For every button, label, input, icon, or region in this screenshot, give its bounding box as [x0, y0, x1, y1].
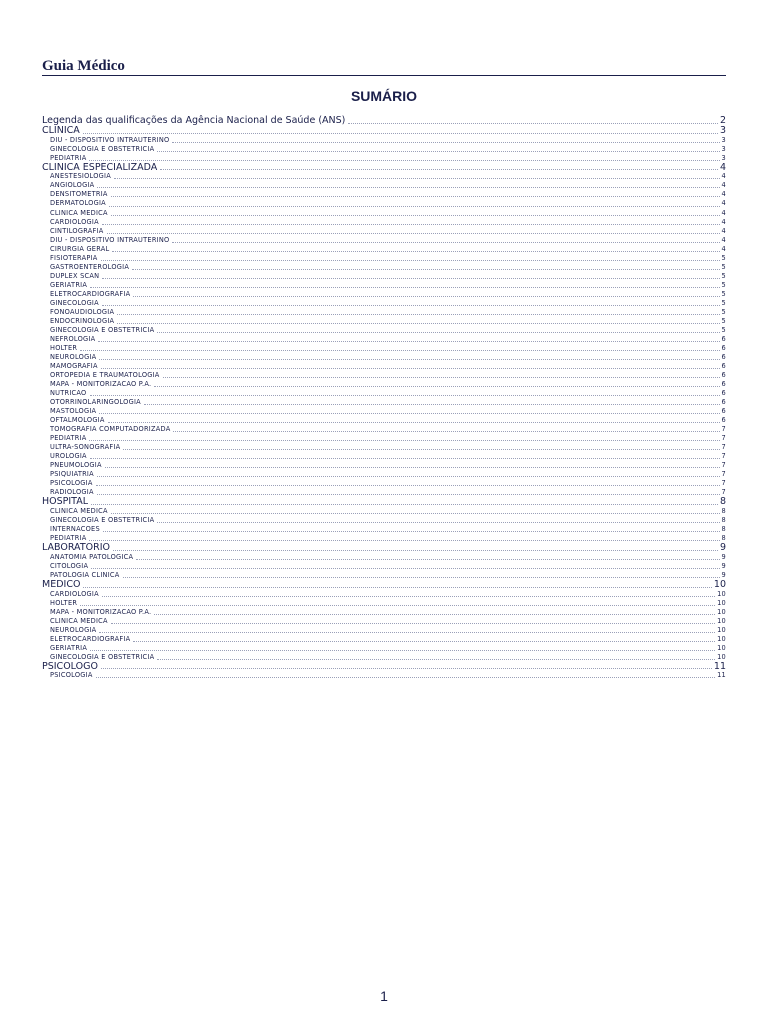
- toc-entry-label: NEUROLOGIA: [50, 352, 97, 361]
- toc-subsection-entry[interactable]: [42, 145, 726, 154]
- toc-subsection-entry[interactable]: [42, 199, 726, 208]
- toc-entry-page: 8: [721, 506, 726, 515]
- toc-entry-page: 8: [721, 533, 726, 542]
- dot-leader: [89, 159, 719, 161]
- toc-entry-label: PEDIATRIA: [50, 153, 87, 162]
- dot-leader: [172, 141, 719, 143]
- toc-entry-page: 10: [717, 643, 726, 652]
- toc-subsection-entry[interactable]: [42, 590, 726, 599]
- dot-leader: [83, 132, 718, 134]
- toc-entry-label: CINTILOGRAFIA: [50, 226, 104, 235]
- dot-leader: [111, 512, 720, 514]
- toc-entry-label: PNEUMOLOGIA: [50, 460, 102, 469]
- toc-entry-label: GINECOLOGIA E OBSTETRICIA: [50, 652, 155, 661]
- toc-subsection-entry[interactable]: [42, 534, 726, 543]
- dot-leader: [102, 595, 715, 597]
- toc-entry-label: DENSITOMETRIA: [50, 190, 108, 199]
- toc-section-entry[interactable]: [42, 543, 726, 553]
- toc-subsection-entry[interactable]: [42, 181, 726, 190]
- toc-subsection-entry[interactable]: [42, 571, 726, 580]
- dot-leader: [172, 241, 719, 243]
- dot-leader: [163, 376, 720, 378]
- dot-leader: [89, 539, 719, 541]
- toc-subsection-entry[interactable]: [42, 263, 726, 272]
- toc-entry-page: 4: [721, 190, 726, 199]
- toc-entry-label: DUPLEX SCAN: [50, 271, 100, 280]
- dot-leader: [114, 177, 720, 179]
- toc-entry-page: 5: [721, 298, 726, 307]
- toc-subsection-entry[interactable]: [42, 362, 726, 371]
- toc-entry-page: 9: [721, 570, 726, 579]
- dot-leader: [133, 640, 715, 642]
- dot-leader: [91, 503, 718, 505]
- toc-entry-label: ANATOMIA PATOLOGICA: [50, 552, 134, 561]
- toc-entry-page: 3: [719, 124, 726, 136]
- toc-entry-label: MAPA - MONITORIZACAO P.A.: [50, 607, 152, 616]
- toc-entry-label: GINECOLOGIA E OBSTETRICIA: [50, 144, 155, 153]
- toc-subsection-entry[interactable]: [42, 227, 726, 236]
- dot-leader: [107, 232, 720, 234]
- toc-entry-page: 10: [713, 578, 726, 590]
- toc-entry-page: 6: [721, 361, 726, 370]
- toc-subsection-entry[interactable]: [42, 272, 726, 281]
- toc-entry-page: 7: [721, 469, 726, 478]
- toc-subsection-entry[interactable]: [42, 209, 726, 218]
- dot-leader: [102, 304, 720, 306]
- dot-leader: [96, 484, 720, 486]
- toc-section-entry[interactable]: [42, 126, 726, 136]
- dot-leader: [112, 250, 719, 252]
- toc-entry-page: 10: [717, 598, 726, 607]
- toc-subsection-entry[interactable]: [42, 398, 726, 407]
- toc-entry-label: NEFROLOGIA: [50, 334, 96, 343]
- dot-leader: [154, 385, 719, 387]
- dot-leader: [97, 475, 720, 477]
- toc-subsection-entry[interactable]: [42, 562, 726, 571]
- toc-subsection-entry[interactable]: [42, 479, 726, 488]
- toc-entry-label: MAMOGRAFIA: [50, 361, 98, 370]
- toc-entry-page: 7: [721, 451, 726, 460]
- toc-entry-label: GERIATRIA: [50, 280, 88, 289]
- dot-leader: [80, 349, 719, 351]
- toc-entry-page: 10: [717, 634, 726, 643]
- header-divider: [42, 75, 726, 76]
- toc-entry-label: TOMOGRAFIA COMPUTADORIZADA: [50, 424, 171, 433]
- dot-leader: [101, 367, 720, 369]
- toc-entry-page: 8: [721, 524, 726, 533]
- toc-subsection-entry[interactable]: [42, 236, 726, 245]
- toc-subsection-entry[interactable]: [42, 470, 726, 479]
- toc-entry-page: 7: [721, 487, 726, 496]
- toc-entry-label: CLINICA MEDICA: [50, 208, 108, 217]
- dot-leader: [99, 358, 719, 360]
- dot-leader: [157, 331, 719, 333]
- toc-entry-label: GINECOLOGIA: [50, 298, 99, 307]
- toc-entry-label: ELETROCARDIOGRAFIA: [50, 634, 131, 643]
- toc-entry-page: 2: [719, 115, 726, 126]
- toc-subsection-entry[interactable]: [42, 635, 726, 644]
- toc-subsection-entry[interactable]: [42, 461, 726, 470]
- dot-leader: [90, 649, 715, 651]
- dot-leader: [117, 322, 719, 324]
- dot-leader: [91, 567, 719, 569]
- dot-leader: [154, 613, 715, 615]
- toc-section-entry[interactable]: [42, 116, 726, 126]
- toc-subsection-entry[interactable]: [42, 452, 726, 461]
- dot-leader: [173, 430, 719, 432]
- toc-subsection-entry[interactable]: [42, 290, 726, 299]
- toc-heading: SUMÁRIO: [350, 88, 418, 104]
- toc-entry-label: ANGIOLOGIA: [50, 181, 95, 190]
- toc-entry-label: OTORRINOLARINGOLOGIA: [50, 397, 141, 406]
- toc-section-entry[interactable]: [42, 580, 726, 590]
- toc-subsection-entry[interactable]: [42, 308, 726, 317]
- toc-entry-label: CLINICA MEDICA: [50, 506, 108, 515]
- toc-entry-page: 4: [721, 181, 726, 190]
- dot-leader: [113, 549, 718, 551]
- toc-entry-label: PATOLOGIA CLINICA: [50, 570, 120, 579]
- toc-entry-label: ULTRA-SONOGRAFIA: [50, 442, 121, 451]
- dot-leader: [102, 277, 719, 279]
- dot-leader: [96, 676, 716, 678]
- toc-subsection-entry[interactable]: [42, 488, 726, 497]
- toc-entry-page: 3: [721, 153, 726, 162]
- toc-entry-label: INTERNACOES: [50, 524, 100, 533]
- toc-entry-label: DIU - DISPOSITIVO INTRAUTERINO: [50, 235, 170, 244]
- toc-entry-page: 6: [721, 370, 726, 379]
- toc-entry-page: 6: [721, 352, 726, 361]
- toc-subsection-entry[interactable]: [42, 218, 726, 227]
- toc-entry-page: 4: [721, 208, 726, 217]
- toc-subsection-entry[interactable]: [42, 389, 726, 398]
- toc-entry-label: CARDIOLOGIA: [50, 589, 99, 598]
- toc-entry-label: GERIATRIA: [50, 643, 88, 652]
- toc-subsection-entry[interactable]: [42, 317, 726, 326]
- toc-entry-label: CLINICA ESPECIALIZADA: [42, 161, 158, 173]
- toc-entry-label: HOLTER: [50, 343, 78, 352]
- dot-leader: [90, 286, 719, 288]
- dot-leader: [80, 604, 715, 606]
- toc-entry-label: PEDIATRIA: [50, 533, 87, 542]
- dot-leader: [109, 205, 720, 207]
- toc-subsection-entry[interactable]: [42, 608, 726, 617]
- toc-subsection-entry[interactable]: [42, 344, 726, 353]
- dot-leader: [157, 658, 715, 660]
- toc-section-entry[interactable]: [42, 662, 726, 672]
- toc-entry-page: 5: [721, 316, 726, 325]
- toc-subsection-entry[interactable]: [42, 326, 726, 335]
- toc-entry-page: 5: [721, 262, 726, 271]
- toc-entry-label: ORTOPEDIA E TRAUMATOLOGIA: [50, 370, 160, 379]
- toc-entry-page: 9: [721, 552, 726, 561]
- toc-entry-page: 11: [717, 671, 726, 680]
- dot-leader: [157, 521, 719, 523]
- toc-entry-label: CLINICA MEDICA: [50, 616, 108, 625]
- toc-entry-label: Legenda das qualificações da Agência Nacional de Saúde (ANS): [42, 115, 346, 126]
- toc-entry-page: 5: [721, 289, 726, 298]
- toc-entry-label: HOLTER: [50, 598, 78, 607]
- toc-subsection-entry[interactable]: [42, 281, 726, 290]
- toc-entry-label: PEDIATRIA: [50, 433, 87, 442]
- toc-entry-page: 7: [721, 442, 726, 451]
- toc-entry-page: 4: [721, 244, 726, 253]
- dot-leader: [348, 122, 718, 124]
- toc-entry-label: CIRURGIA GERAL: [50, 244, 110, 253]
- dot-leader: [103, 530, 720, 532]
- toc-entry-page: 6: [721, 343, 726, 352]
- toc-subsection-entry[interactable]: [42, 353, 726, 362]
- toc-entry-label: OFTALMOLOGIA: [50, 415, 105, 424]
- toc-entry-label: ELETROCARDIOGRAFIA: [50, 289, 131, 298]
- toc-entry-page: 7: [721, 433, 726, 442]
- toc-entry-page: 4: [721, 217, 726, 226]
- toc-subsection-entry[interactable]: [42, 653, 726, 662]
- toc-entry-label: GINECOLOGIA E OBSTETRICIA: [50, 325, 155, 334]
- toc-entry-page: 6: [721, 397, 726, 406]
- toc-subsection-entry[interactable]: [42, 335, 726, 344]
- toc-subsection-entry[interactable]: [42, 443, 726, 452]
- toc-entry-page: 3: [721, 135, 726, 144]
- toc-subsection-entry[interactable]: [42, 299, 726, 308]
- toc-entry-page: 7: [721, 478, 726, 487]
- dot-leader: [108, 421, 720, 423]
- toc-entry-label: PSIQUIATRIA: [50, 469, 94, 478]
- toc-entry-page: 6: [721, 406, 726, 415]
- dot-leader: [111, 195, 720, 197]
- page-number: 1: [380, 988, 388, 1004]
- toc-subsection-entry[interactable]: [42, 371, 726, 380]
- dot-leader: [136, 558, 719, 560]
- toc-entry-page: 9: [719, 541, 726, 553]
- toc-subsection-entry[interactable]: [42, 599, 726, 608]
- toc-entry-label: UROLOGIA: [50, 451, 87, 460]
- toc-entry-page: 5: [721, 325, 726, 334]
- dot-leader: [123, 576, 720, 578]
- dot-leader: [111, 214, 720, 216]
- dot-leader: [89, 439, 719, 441]
- toc-subsection-entry[interactable]: [42, 172, 726, 181]
- toc-entry-page: 4: [721, 172, 726, 181]
- toc-entry-page: 4: [721, 235, 726, 244]
- dot-leader: [97, 493, 720, 495]
- dot-leader: [111, 622, 715, 624]
- toc-entry-label: NEUROLOGIA: [50, 625, 97, 634]
- toc-entry-page: 10: [717, 616, 726, 625]
- toc-entry-label: PSICOLOGIA: [50, 478, 93, 487]
- toc-subsection-entry[interactable]: [42, 553, 726, 562]
- toc-entry-label: CARDIOLOGIA: [50, 217, 99, 226]
- toc-entry-page: 7: [721, 424, 726, 433]
- dot-leader: [105, 466, 720, 468]
- toc-entry-label: MAPA - MONITORIZACAO P.A.: [50, 379, 152, 388]
- toc-subsection-entry[interactable]: [42, 254, 726, 263]
- toc-subsection-entry[interactable]: [42, 671, 726, 680]
- toc-section-entry[interactable]: [42, 497, 726, 507]
- toc-entry-page: 6: [721, 388, 726, 397]
- toc-entry-label: CITOLOGIA: [50, 561, 89, 570]
- toc-entry-label: GASTROENTEROLOGIA: [50, 262, 130, 271]
- toc-subsection-entry[interactable]: [42, 190, 726, 199]
- toc-entry-label: ENDOCRINOLOGIA: [50, 316, 115, 325]
- table-of-contents: [42, 116, 726, 680]
- dot-leader: [83, 586, 711, 588]
- toc-entry-page: 6: [721, 334, 726, 343]
- toc-entry-page: 5: [721, 307, 726, 316]
- toc-subsection-entry[interactable]: [42, 626, 726, 635]
- dot-leader: [101, 259, 720, 261]
- dot-leader: [144, 403, 720, 405]
- toc-subsection-entry[interactable]: [42, 416, 726, 425]
- toc-entry-page: 10: [717, 589, 726, 598]
- toc-entry-page: 6: [721, 379, 726, 388]
- toc-entry-page: 4: [719, 161, 726, 173]
- toc-entry-label: LABORATORIO: [42, 541, 110, 553]
- toc-subsection-entry[interactable]: [42, 136, 726, 145]
- toc-subsection-entry[interactable]: [42, 516, 726, 525]
- toc-entry-page: 4: [721, 226, 726, 235]
- toc-entry-label: HOSPITAL: [42, 496, 89, 507]
- toc-entry-page: 9: [721, 561, 726, 570]
- toc-entry-page: 10: [717, 607, 726, 616]
- dot-leader: [99, 631, 715, 633]
- toc-entry-page: 4: [721, 199, 726, 208]
- dot-leader: [90, 394, 720, 396]
- toc-entry-page: 11: [713, 660, 726, 672]
- toc-entry-label: NUTRICAO: [50, 388, 87, 397]
- dot-leader: [98, 340, 719, 342]
- toc-entry-page: 5: [721, 253, 726, 262]
- toc-entry-label: FONOAUDIOLOGIA: [50, 307, 115, 316]
- dot-leader: [132, 268, 719, 270]
- dot-leader: [97, 186, 719, 188]
- toc-entry-label: DERMATOLOGIA: [50, 199, 106, 208]
- toc-entry-label: ANESTESIOLOGIA: [50, 172, 112, 181]
- toc-entry-page: 3: [721, 144, 726, 153]
- dot-leader: [99, 412, 719, 414]
- dot-leader: [133, 295, 719, 297]
- toc-subsection-entry[interactable]: [42, 617, 726, 626]
- toc-entry-page: 5: [721, 280, 726, 289]
- toc-entry-label: DIU - DISPOSITIVO INTRAUTERINO: [50, 135, 170, 144]
- document-title: Guia Médico: [42, 58, 125, 74]
- dot-leader: [123, 448, 719, 450]
- toc-subsection-entry[interactable]: [42, 644, 726, 653]
- toc-entry-page: 6: [721, 415, 726, 424]
- toc-subsection-entry[interactable]: [42, 425, 726, 434]
- toc-entry-label: MEDICO: [42, 578, 81, 590]
- toc-subsection-entry[interactable]: [42, 245, 726, 254]
- dot-leader: [157, 150, 719, 152]
- toc-subsection-entry[interactable]: [42, 507, 726, 516]
- toc-entry-label: CLINICA: [42, 124, 80, 136]
- toc-entry-page: 5: [721, 271, 726, 280]
- toc-entry-label: FISIOTERAPIA: [50, 253, 98, 262]
- toc-subsection-entry[interactable]: [42, 380, 726, 389]
- toc-entry-label: PSICOLOGO: [42, 660, 98, 672]
- toc-entry-page: 8: [719, 496, 726, 507]
- toc-entry-page: 10: [717, 652, 726, 661]
- toc-entry-label: RADIOLOGIA: [50, 487, 94, 496]
- dot-leader: [101, 667, 712, 669]
- dot-leader: [117, 313, 719, 315]
- dot-leader: [90, 457, 720, 459]
- toc-subsection-entry[interactable]: [42, 434, 726, 443]
- toc-entry-label: GINECOLOGIA E OBSTETRICIA: [50, 515, 155, 524]
- toc-entry-label: PSICOLOGIA: [50, 671, 93, 680]
- toc-entry-page: 10: [717, 625, 726, 634]
- toc-section-entry[interactable]: [42, 163, 726, 173]
- toc-subsection-entry[interactable]: [42, 407, 726, 416]
- dot-leader: [160, 168, 718, 170]
- toc-entry-label: MASTOLOGIA: [50, 406, 97, 415]
- toc-subsection-entry[interactable]: [42, 525, 726, 534]
- dot-leader: [102, 223, 720, 225]
- toc-entry-page: 7: [721, 460, 726, 469]
- toc-entry-page: 8: [721, 515, 726, 524]
